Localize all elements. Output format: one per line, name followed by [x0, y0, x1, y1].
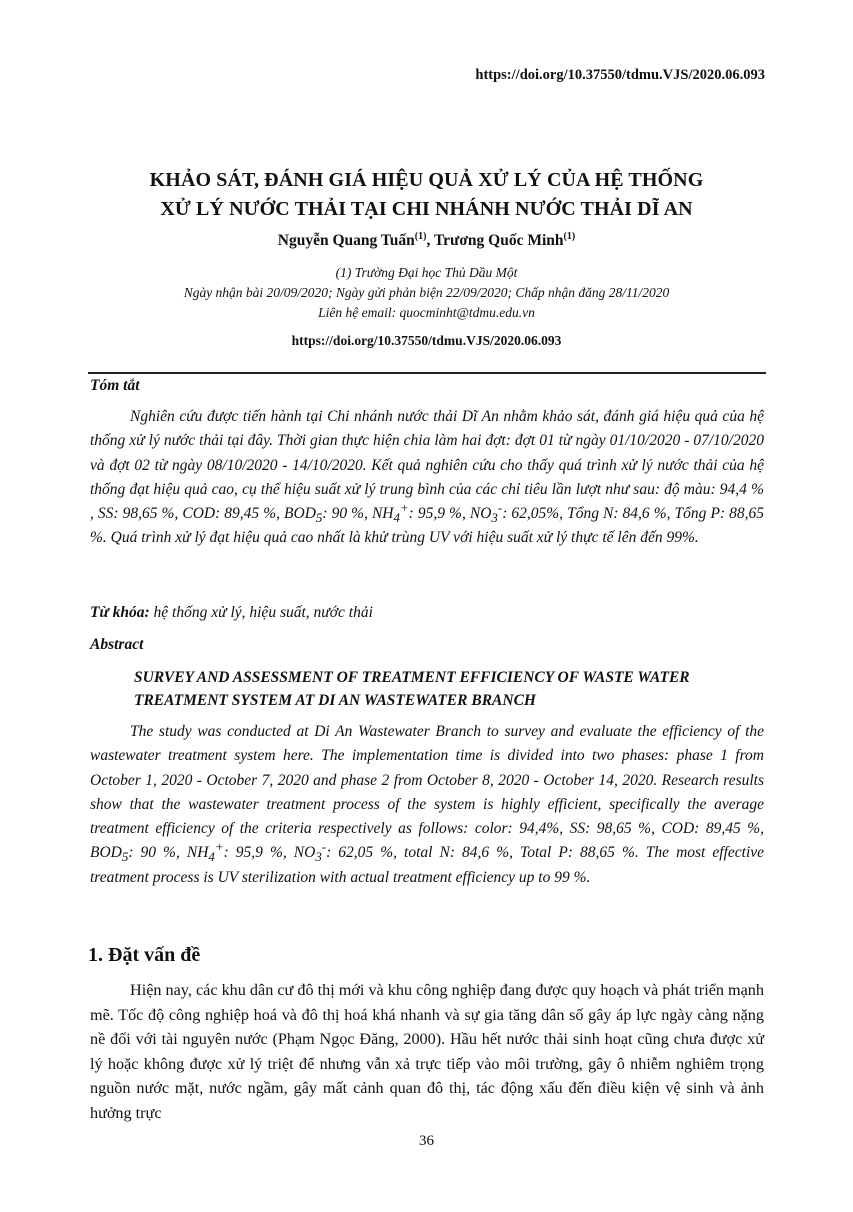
en-no3-superscript: -: [321, 839, 327, 855]
en-abstract-part-2: : 90 %, NH: [128, 844, 209, 862]
en-abstract-title: SURVEY AND ASSESSMENT OF TREATMENT EFFICIENCY OF WASTE WATER TREATMENT SYSTEM AT DI AN WASTEWATER BRANCH: [134, 669, 690, 709]
divider: [88, 372, 766, 374]
en-nh4-subscript: 4: [208, 849, 215, 865]
section-heading: 1. Đặt vấn đề: [88, 944, 201, 966]
en-abstract-part-3: : 95,9 %, NO: [223, 844, 316, 862]
title-line-1: KHẢO SÁT, ĐÁNH GIÁ HIỆU QUẢ XỬ LÝ CỦA HỆ THỐNG: [149, 169, 704, 191]
title-line-2: XỬ LÝ NƯỚC THẢI TẠI CHI NHÁNH NƯỚC THẢI DĨ AN: [160, 198, 693, 220]
vn-abstract-text: [90, 405, 764, 551]
nh4-subscript: 4: [393, 510, 400, 526]
paper-title: [60, 166, 793, 224]
vn-abstract-part-1: Nghiên cứu được tiến hành tại Chi nhánh nước thải Dĩ An nhằm khảo sát, đánh giá hiệu quả của hệ thống xử lý nước thải tại đây. Thời gian thực hiện chia làm hai đợt: đợt 01 từ ngày 01/10/2020 - 07/10/2020 và đợt 02 từ ngày 08/10/2020 - 14/10/2020. Kết quả nghiên cứu cho thấy quá trình xử lý nước thải của hệ thống đạt hiệu quả cao, cụ thể hiệu suất xử lý trung bình của các chỉ tiêu lần lượt như sau: độ màu: 94,4 % , SS: 98,65 %, COD: 89,45 %, BOD: [90, 408, 764, 523]
author-separator: ,: [426, 232, 434, 249]
vn-abstract-heading: Tóm tắt: [90, 377, 140, 394]
author-2-affil-mark: (1): [563, 230, 576, 242]
affiliation-institution: (1) Trường Đại học Thủ Dầu Một: [335, 265, 518, 280]
vn-abstract-part-3: : 95,9 %, NO: [408, 505, 492, 523]
en-abstract-part-4: : 62,05 %, total N: 84,6 %, Total P: 88,65 %. The most effective treatment process is UV sterilization with actual treatment efficiency up to 99 %.: [90, 844, 765, 886]
en-nh4-superscript: +: [214, 839, 224, 855]
en-bod-subscript: 5: [121, 849, 129, 865]
en-abstract-part-1: The study was conducted at Di An Wastewater Branch to survey and evaluate the efficiency of the wastewater treatment system here. The implementation time is divided into two phases: phase 1 from October 1, 2020 - October 7, 2020 and phase 2 from October 8, 2020 - October 14, 2020. Research results show that the wastewater treatment process of the system is highly efficient, specifically the average treatment efficiency of the criteria respectively as follows: color: 94,4%, SS: 98,65 %, COD: 89,45 %, BOD: [90, 723, 764, 862]
author-1: Nguyễn Quang Tuấn: [277, 232, 415, 249]
vn-abstract-part-2: : 90 %, NH: [322, 505, 394, 523]
header-doi[interactable]: https://doi.org/10.37550/tdmu.VJS/2020.06.093: [475, 67, 765, 83]
en-no3-subscript: 3: [315, 849, 322, 865]
vn-abstract-part-4: : 62,05%, Tổng N: 84,6 %, Tổng P: 88,65 %. Quá trình xử lý đạt hiệu quả cao nhất là khử trùng UV với hiệu suất xử lý thực tế lên đến 99%.: [90, 505, 765, 547]
en-abstract-heading: Abstract: [90, 636, 144, 653]
affiliation-block: [60, 263, 793, 323]
bod-subscript: 5: [315, 510, 323, 526]
en-abstract-text: [90, 720, 764, 890]
keywords-label: Từ khóa:: [90, 604, 150, 621]
nh4-superscript: +: [399, 500, 409, 516]
page-number: 36: [419, 1133, 434, 1149]
author-2: Trương Quốc Minh: [433, 232, 564, 249]
author-list: [60, 232, 793, 250]
author-1-affil-mark: (1): [414, 230, 427, 242]
keywords-text: hệ thống xử lý, hiệu suất, nước thải: [149, 604, 373, 621]
contact-email[interactable]: Liên hệ email: quocminht@tdmu.edu.vn: [318, 305, 535, 320]
keywords: [90, 604, 373, 622]
submission-dates: Ngày nhận bài 20/09/2020; Ngày gửi phản biện 22/09/2020; Chấp nhận đăng 28/11/2020: [183, 285, 670, 300]
section-body: Hiện nay, các khu dân cư đô thị mới và khu công nghiệp đang được quy hoạch và phát triển mạnh mẽ. Tốc độ công nghiệp hoá và đô thị hoá khá nhanh và sự gia tăng dân số gây áp lực ngày càng nặng nề đối với tài nguyên nước (Phạm Ngọc Đăng, 2000). Hầu hết nước thải sinh hoạt cũng chưa được xử lý hoặc không được xử lý triệt để nhưng vẫn xả trực tiếp vào môi trường, gây ô nhiễm nghiêm trọng nguồn nước mặt, nước ngầm, gây mất cảnh quan đô thị, tác động xấu đến điều kiện vệ sinh và ảnh hưởng trực: [90, 981, 764, 1122]
doi-link[interactable]: https://doi.org/10.37550/tdmu.VJS/2020.06.093: [291, 333, 562, 348]
no3-subscript: 3: [491, 510, 498, 526]
no3-superscript: -: [497, 500, 503, 516]
